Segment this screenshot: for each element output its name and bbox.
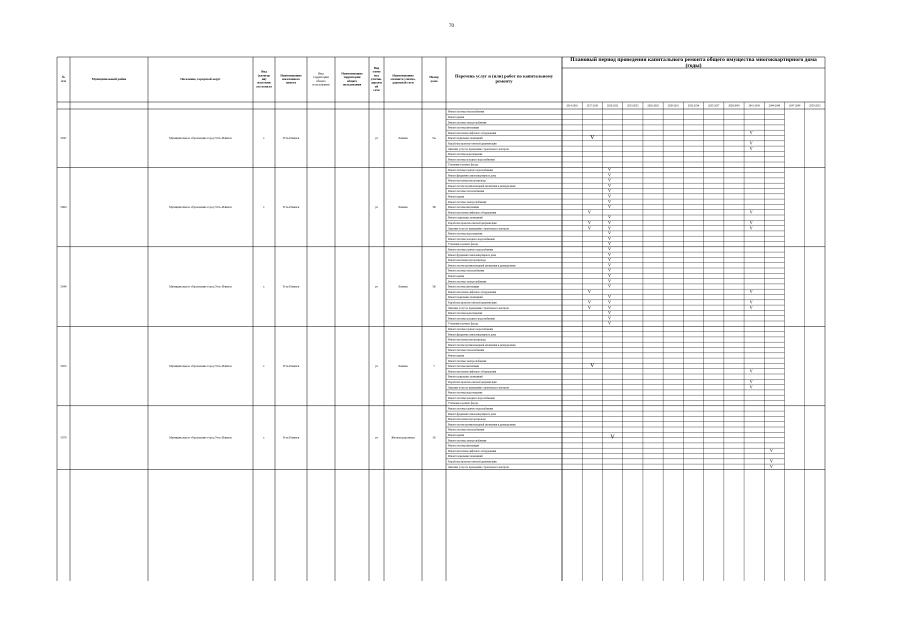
work-item: Утепление и ремонт фасада (448, 242, 479, 246)
work-item: Ремонт крыши (448, 274, 465, 278)
repair-mark: V (587, 299, 591, 305)
repair-mark: V (608, 219, 612, 225)
header-period-title: Плановый период проведения капитального ремонта общего имущества многоквартирного дома (годы) (570, 57, 817, 70)
work-item: Ремонт или замена лифтового оборудования (448, 210, 497, 214)
work-item: Ремонт системы горячего водоснабжения (448, 168, 493, 172)
repair-mark: V (608, 320, 612, 326)
repair-mark: V (749, 145, 753, 151)
repair-mark: V (608, 193, 612, 199)
work-item: Разработка проектно-сметной документации (448, 142, 497, 146)
work-item: Оказание услуг по проведению строительного контроля (448, 147, 509, 151)
repair-mark: V (749, 378, 753, 384)
work-item: Ремонт системы теплоснабжения (448, 269, 485, 273)
record-locality-type: г. (263, 204, 265, 209)
work-item: Ремонт системы холодного водоснабжения (448, 396, 495, 400)
record-street-name: Ленина (398, 363, 408, 368)
record-house-number: 3Б (432, 204, 436, 209)
work-item: Ремонт системы холодного водоснабжения (448, 157, 495, 161)
period-label: 2032-2034 (687, 104, 700, 108)
record-locality: Усть-Илимск (282, 135, 300, 140)
repair-mark: V (608, 267, 612, 273)
work-item: Ремонт крыши (448, 195, 465, 199)
header-district: Муниципальный район (91, 76, 127, 81)
work-item: Ремонт системы электроснабжения (448, 359, 487, 363)
repair-mark: V (608, 198, 612, 204)
period-label: 2023-2025 (627, 104, 639, 108)
repair-mark: V (608, 188, 612, 194)
record-locality: Усть-Илимск (282, 204, 300, 209)
work-item: Ремонт или замена мусоропровода (448, 417, 486, 421)
header-elem-name: Наименование элемента улично-дорожной сети (390, 73, 416, 85)
work-item: Ремонт системы холодного водоснабжения (448, 316, 495, 320)
header-locality: Наименование населенного пункта (280, 73, 302, 85)
work-item: Ремонт системы водоотведения (448, 311, 483, 315)
work-item: Ремонт системы вентиляции (448, 285, 480, 289)
work-item: Ремонт системы водоотведения (448, 232, 483, 236)
work-item: Ремонт фундамента многоквартирного дома (448, 412, 496, 416)
repair-mark: V (608, 251, 612, 257)
period-label: 2026-2028 (647, 104, 659, 108)
record-house-number: 30 (432, 435, 436, 440)
repair-mark: V (608, 246, 612, 252)
repair-mark: V (769, 447, 773, 453)
repair-mark: V (608, 299, 612, 305)
repair-mark: V (587, 304, 591, 310)
repair-mark: V (608, 235, 612, 241)
record-number: 5055 (60, 363, 67, 368)
work-item: Ремонт системы вентиляции (448, 444, 480, 448)
work-item: Ремонт системы электроснабжения (448, 120, 487, 124)
work-item: Ремонт системы электроснабжения (448, 279, 487, 283)
repair-mark: V (769, 458, 773, 464)
repair-mark: V (749, 219, 753, 225)
work-item: Ремонт или замена мусоропровода (448, 258, 486, 262)
record-settlement: Муниципальное образование город Усть-Илимск (169, 363, 232, 368)
repair-mark: V (749, 368, 753, 374)
period-label: 2038-2040 (728, 104, 740, 108)
header-type: Вид (категор ия) населенн ого пункта (256, 69, 272, 89)
work-item: Ремонт системы холодного водоснабжения (448, 237, 495, 241)
repair-mark: V (608, 177, 612, 183)
work-item: Утепление и ремонт фасада (448, 322, 479, 326)
header-settlement: Поселение, городской округ (180, 76, 221, 81)
repair-mark: V (587, 288, 591, 294)
record-locality-type: г. (263, 435, 265, 440)
record-street-type: ул (375, 435, 378, 440)
work-item: Ремонт подвальных помещений (448, 295, 483, 299)
work-item: Ремонт системы вентиляции (448, 126, 480, 130)
repair-mark: V (749, 288, 753, 294)
work-item: Ремонт крыши (448, 433, 465, 437)
repair-mark: V (608, 315, 612, 321)
work-item: Ремонт подвальных помещений (448, 454, 483, 458)
record-number: 5070 (60, 435, 67, 440)
work-item: Ремонт или замена лифтового оборудования (448, 131, 497, 135)
period-label: 2020-2022 (606, 104, 619, 108)
work-item: Ремонт подвальных помещений (448, 136, 483, 140)
work-item: Ремонт фундамента многоквартирного дома (448, 173, 496, 177)
work-item: Ремонт или замена лифтового оборудования (448, 290, 497, 294)
record-locality: Усть-Илимск (282, 284, 300, 289)
work-item: Ремонт системы теплоснабжения (448, 348, 485, 352)
work-item: Ремонт системы электроснабжения (448, 438, 487, 442)
work-item: Ремонт системы водоотведения (448, 152, 483, 156)
record-number: 5049 (60, 284, 67, 289)
repair-mark: V (608, 225, 612, 231)
page-number: 70 (449, 24, 454, 29)
work-item: Ремонт или замена мусоропровода (448, 338, 486, 342)
period-label: 2041-2043 (748, 104, 760, 108)
repair-mark: V (608, 262, 612, 268)
work-item: Разработка проектно-сметной документации (448, 460, 497, 464)
work-item: Разработка проектно-сметной документации (448, 301, 497, 305)
record-locality-type: г. (263, 284, 265, 289)
work-item: Утепление и ремонт фасада (448, 401, 479, 405)
record-street-type: ул (375, 363, 378, 368)
record-settlement: Муниципальное образование город Усть-Илимск (169, 284, 232, 289)
repair-mark: V (749, 299, 753, 305)
work-item: Утепление и ремонт фасада (448, 163, 479, 167)
period-label: 2050-2052 (809, 104, 821, 108)
work-item: Оказание услуг по проведению строительного контроля (448, 306, 509, 310)
record-house-number: 5Б (432, 284, 436, 289)
work-item: Ремонт подвальных помещений (448, 375, 483, 379)
record-house-number: 5А (432, 135, 436, 140)
repair-mark: V (608, 310, 612, 316)
repair-mark: V (749, 225, 753, 231)
period-label: 2014-2016 (566, 104, 578, 108)
repair-mark: V (749, 129, 753, 135)
work-item: Разработка проектно-сметной документации (448, 380, 497, 384)
repair-mark: V (608, 172, 612, 178)
period-label: 2044-2046 (768, 104, 781, 108)
work-item: Ремонт или замена лифтового оборудования (448, 449, 497, 453)
work-item: Ремонт систем противопожарной автоматики и дымоудаления (448, 422, 516, 426)
work-item: Ремонт подвальных помещений (448, 216, 483, 220)
repair-mark-merged: V (610, 434, 615, 441)
record-house-number: 7 (433, 363, 435, 368)
repair-mark: V (769, 463, 773, 469)
record-number: 5047 (60, 135, 67, 140)
repair-mark-merged: V (590, 363, 595, 370)
record-settlement: Муниципальное образование город Усть-Илимск (169, 435, 232, 440)
work-item: Оказание услуг по проведению строительного контроля (448, 226, 509, 230)
repair-mark: V (608, 230, 612, 236)
work-item: Ремонт системы горячего водоснабжения (448, 407, 493, 411)
work-item: Ремонт крыши (448, 354, 465, 358)
repair-mark: V (749, 384, 753, 390)
repair-mark: V (608, 241, 612, 247)
header-terr-name: Наименование территории общего пользования (341, 71, 363, 87)
header-house: Номер дома (429, 74, 439, 83)
period-label: 2017-2019 (586, 104, 598, 108)
record-number: 5064 (60, 204, 67, 209)
period-label: 2035-2037 (708, 104, 720, 108)
header-works: Перечень услуг и (или) работ по капитальному ремонту (455, 73, 553, 84)
repair-mark: V (749, 209, 753, 215)
work-item: Ремонт систем противопожарной автоматики и дымоудаления (448, 184, 516, 188)
record-locality: Усть-Илимск (282, 363, 300, 368)
repair-mark: V (608, 204, 612, 210)
work-item: Ремонт систем противопожарной автоматики и дымоудаления (448, 263, 516, 267)
header-num: № п/п (61, 74, 66, 83)
repair-mark: V (608, 272, 612, 278)
repair-mark: V (608, 214, 612, 220)
repair-mark: V (608, 283, 612, 289)
record-street-type: ул (375, 284, 378, 289)
repair-mark: V (587, 209, 591, 215)
work-item: Ремонт системы горячего водоснабжения (448, 327, 493, 331)
record-street-type: ул (375, 135, 378, 140)
header-elem-type: Вид элеме нта улично-дорожн ой сети (370, 65, 383, 92)
record-settlement: Муниципальное образование город Усть-Илимск (169, 204, 232, 209)
work-item: Ремонт системы водоотведения (448, 391, 483, 395)
repair-mark-merged: V (590, 135, 595, 142)
work-item: Разработка проектно-сметной документации (448, 221, 497, 225)
record-locality-type: г. (263, 363, 265, 368)
work-item: Ремонт системы электроснабжения (448, 200, 487, 204)
period-label: 2047-2049 (789, 104, 801, 108)
repair-mark: V (749, 304, 753, 310)
work-item: Ремонт фундамента многоквартирного дома (448, 332, 496, 336)
work-item: Ремонт системы теплоснабжения (448, 428, 485, 432)
work-item: Ремонт системы теплоснабжения (448, 110, 485, 114)
work-item: Оказание услуг по проведению строительного контроля (448, 385, 509, 389)
work-item: Ремонт системы вентиляции (448, 205, 480, 209)
record-street-type: ул (375, 204, 378, 209)
repair-mark: V (749, 140, 753, 146)
repair-mark: V (608, 304, 612, 310)
record-locality: Усть-Илимск (282, 435, 300, 440)
period-label: 2029-2031 (667, 104, 679, 108)
repair-mark: V (608, 182, 612, 188)
repair-mark: V (587, 219, 591, 225)
record-street-name: Ленина (398, 284, 408, 289)
work-item: Ремонт системы горячего водоснабжения (448, 248, 493, 252)
work-item: Ремонт фундамента многоквартирного дома (448, 253, 496, 257)
work-item: Оказание услуг по проведению строительного контроля (448, 465, 509, 469)
work-item: Ремонт системы теплоснабжения (448, 189, 485, 193)
work-item: Ремонт системы вентиляции (448, 364, 480, 368)
repair-mark: V (608, 278, 612, 284)
work-item: Ремонт или замена лифтового оборудования (448, 369, 497, 373)
repair-mark: V (608, 166, 612, 172)
repair-mark: V (608, 294, 612, 300)
repair-mark: V (587, 225, 591, 231)
header-terr-type: Вид территории общего пользования (312, 71, 330, 87)
repair-mark: V (608, 257, 612, 263)
record-street-name: Ленина (398, 135, 408, 140)
record-street-name: Ленина (398, 204, 408, 209)
record-street-name: Железнодорожная (391, 435, 415, 440)
record-settlement: Муниципальное образование город Усть-Илимск (169, 135, 232, 140)
work-item: Ремонт крыши (448, 115, 465, 119)
work-item: Ремонт или замена мусоропровода (448, 179, 486, 183)
work-item: Ремонт систем противопожарной автоматики и дымоудаления (448, 343, 516, 347)
record-locality-type: г. (263, 135, 265, 140)
